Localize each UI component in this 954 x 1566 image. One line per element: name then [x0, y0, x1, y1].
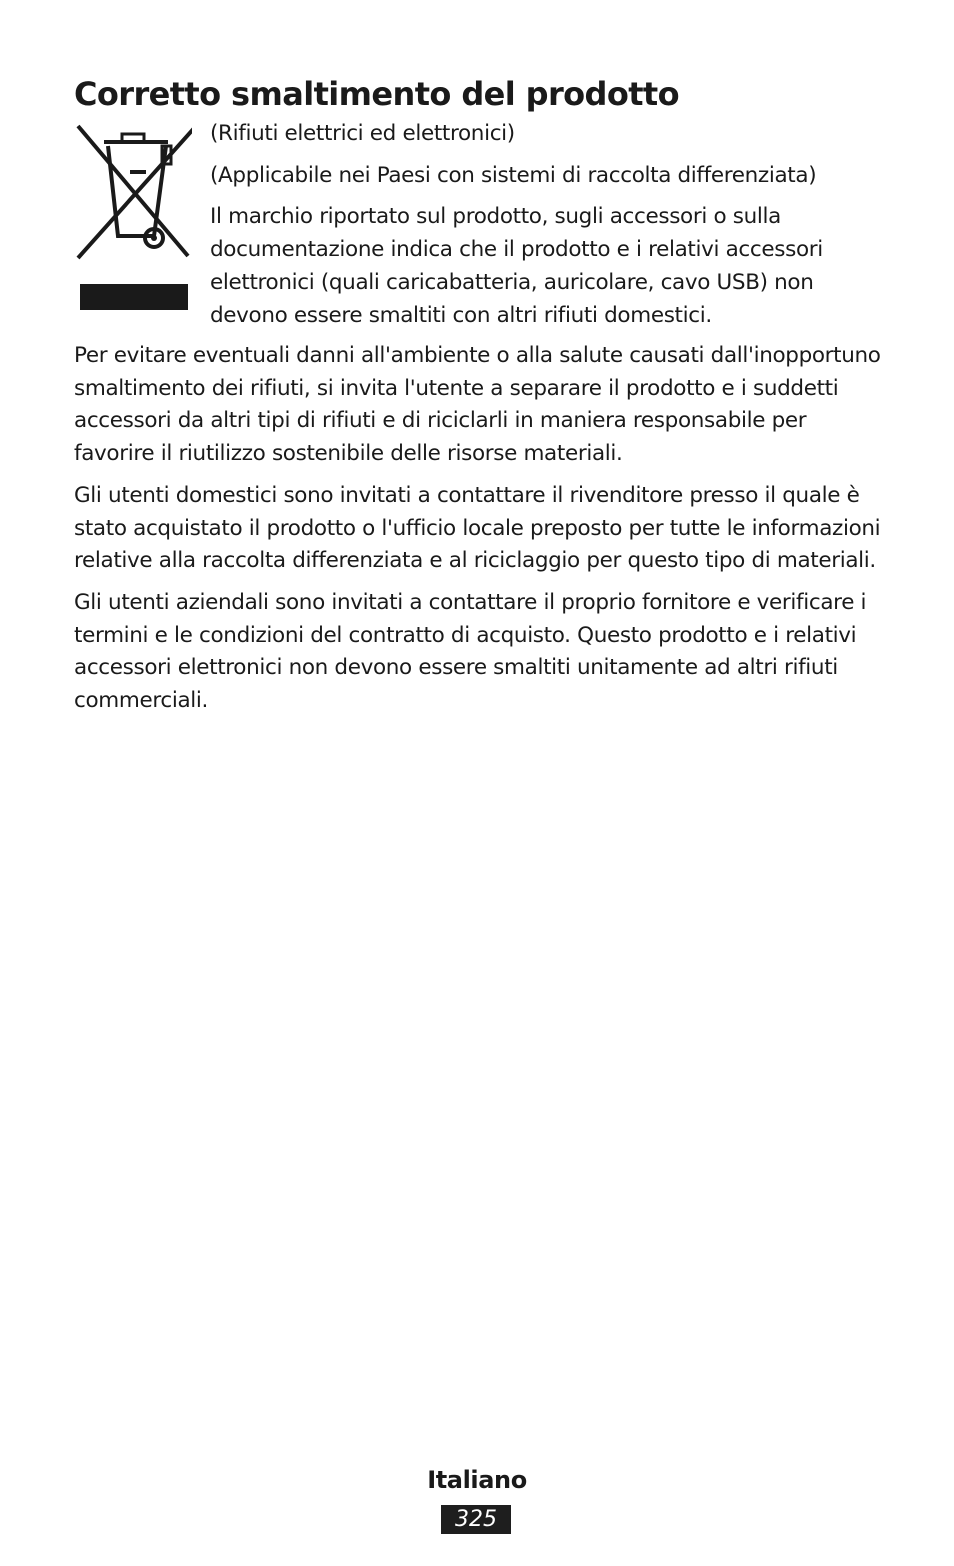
crossed-out-wheelie-bin-icon — [74, 122, 192, 314]
page-title: Corretto smaltimento del prodotto — [74, 75, 679, 113]
intro-subtitle: (Rifiuti elettrici ed elettronici) — [210, 121, 515, 146]
footer-language: Italiano — [427, 1466, 527, 1494]
paragraph-business-users: Gli utenti aziendali sono invitati a contattare il proprio fornitore e verificare i termini e le condizioni del contratto di acquisto. Questo prodotto e i relativi accessori elettronici non devono essere smaltiti unitamente ad altri rifiuti commerciali. — [74, 589, 867, 714]
intro-description: Il marchio riportato sul prodotto, sugli accessori o sulla documentazione indica che il prodotto e i relativi accessori elettronici (quali caricabatteria, auricolare, cavo USB) non devono essere smaltiti con altri rifiuti domestici. — [210, 204, 823, 328]
intro-applicability: (Applicabile nei Paesi con sistemi di raccolta differenziata) — [210, 162, 817, 188]
page-number: 325 — [441, 1505, 511, 1534]
paragraph-environment: Per evitare eventuali danni all'ambiente o alla salute causati dall'inopportuno smaltimento dei rifiuti, si invita l'utente a separare il prodotto e i suddetti accessori da altri tipi di rifiuti e di riciclarli in maniera responsabile per favorire il riutilizzo sostenibile delle risorse materiali. — [74, 343, 881, 467]
main-text — [74, 340, 886, 718]
intro-block — [210, 118, 882, 332]
paragraph-household-users: Gli utenti domestici sono invitati a contattare il rivenditore presso il quale è stato acquistato il prodotto o l'ufficio locale preposto per tutte le informazioni relative alla raccolta differenziata e al riciclaggio per questo tipo di materiali. — [74, 482, 881, 574]
